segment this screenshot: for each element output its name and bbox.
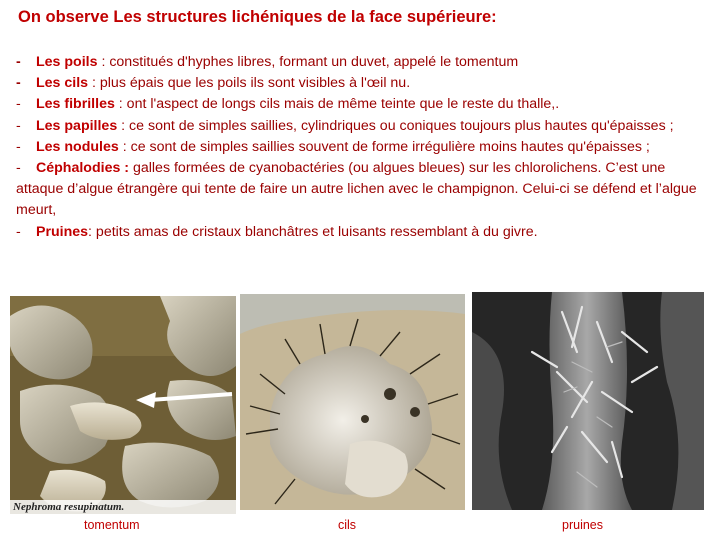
definition-cephalodies: galles formées de cyanobactéries (ou algues bleues) sur les chlorolichens. C’est une attaque d’algue étrangère qui tente de faire un autre lichen avec le champignon. Celui-ci se défend et l’algue meurt, <box>16 160 697 219</box>
definition-poils: : constitués d'hyphes libres, formant un duvet, appelé le tomentum <box>97 54 519 70</box>
list-dash: - <box>16 117 21 134</box>
list-item <box>16 52 706 73</box>
definition-pruines: : petits amas de cristaux blanchâtres et luisants ressemblant à du givre. <box>88 223 538 240</box>
definition-cils: : plus épais que les poils ils sont visibles à l'œil nu. <box>88 75 411 92</box>
definition-nodules: : ce sont de simples saillies souvent de forme irrégulière moins hautes qu'épaisses ; <box>118 138 650 155</box>
list-dash: - <box>16 138 21 155</box>
caption-pruines: pruines <box>562 518 603 532</box>
pruines-photo <box>472 292 704 510</box>
caption-tomentum: tomentum <box>84 518 140 532</box>
slide-title: On observe Les structures lichéniques de la face supérieure: <box>18 8 497 26</box>
term-fibrilles: Les fibrilles <box>36 96 115 113</box>
term-cephalodies: Céphalodies : <box>36 160 130 177</box>
list-item <box>16 94 706 115</box>
definition-fibrilles: : ont l'aspect de longs cils mais de même teinte que le reste du thalle,. <box>114 96 560 113</box>
list-item <box>16 158 706 222</box>
lichen-lobes-illustration <box>10 296 236 514</box>
cils-photo <box>240 294 465 510</box>
list-dash: - <box>16 96 21 113</box>
tomentum-photo <box>10 296 236 514</box>
term-cils: Les cils <box>36 75 89 92</box>
list-item <box>16 137 706 158</box>
list-dash: - <box>16 160 21 177</box>
definition-papilles: : ce sont de simples saillies, cylindriques ou coniques toujours plus hautes qu'épaisses ; <box>117 117 674 134</box>
caption-cils: cils <box>338 518 357 532</box>
pruina-crystals-illustration <box>472 292 704 510</box>
list-dash: - <box>16 223 21 240</box>
term-papilles: Les papilles <box>36 117 118 134</box>
term-poils: Les poils <box>36 54 98 70</box>
list-item <box>16 73 706 94</box>
structure-list <box>16 52 706 243</box>
term-pruines: Pruines <box>36 223 89 240</box>
term-nodules: Les nodules <box>36 138 119 155</box>
list-dash: - <box>16 75 21 92</box>
list-item <box>16 116 706 137</box>
list-dash: - <box>16 54 21 70</box>
species-label: Nephroma resupinatum. <box>10 500 236 514</box>
list-item <box>16 222 706 243</box>
lichen-cilia-illustration <box>240 294 465 510</box>
